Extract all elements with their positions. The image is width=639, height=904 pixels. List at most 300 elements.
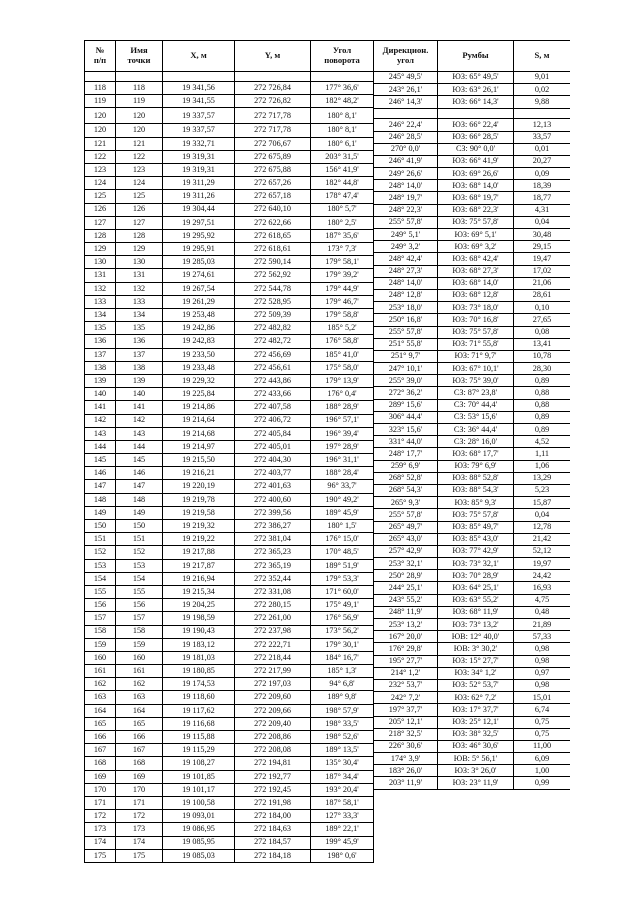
table-row — [374, 521, 571, 533]
cell-direction-angle: 289° 15,6' — [374, 399, 438, 411]
cell-bearing: ЮЗ: 68° 14,0' — [438, 277, 514, 289]
cell-y: 272 622,66 — [235, 216, 311, 229]
table-row — [85, 585, 374, 598]
cell-distance: 0,02 — [514, 84, 571, 96]
cell-distance: 29,15 — [514, 241, 571, 253]
cell-point-name: 161 — [116, 665, 163, 678]
cell-bearing: ЮЗ: 68° 14,0' — [438, 180, 514, 192]
cell-turn-angle: 179° 39,2' — [311, 269, 374, 282]
cell-num: 151 — [85, 533, 116, 546]
table-row — [374, 655, 571, 667]
cell-bearing: ЮЗ: 68° 22,3' — [438, 204, 514, 216]
cell-x: 19 242,83 — [163, 335, 235, 348]
table-row — [374, 84, 571, 96]
table-row — [85, 440, 374, 453]
cell-num: 170 — [85, 783, 116, 796]
table-row — [374, 716, 571, 728]
table-row — [374, 314, 571, 326]
cell-x: 19 332,71 — [163, 137, 235, 150]
cell-direction-angle: 248° 19,7' — [374, 192, 438, 204]
cell-y: 272 209,60 — [235, 691, 311, 704]
table-row — [85, 150, 374, 163]
cell-num: 162 — [85, 678, 116, 691]
cell-x: 19 220,19 — [163, 480, 235, 493]
cell-turn-angle: 176° 56,9' — [311, 612, 374, 625]
cell-bearing: ЮЗ: 69° 5,1' — [438, 229, 514, 241]
cell-turn-angle: 179° 13,9' — [311, 374, 374, 387]
cell-turn-angle: 187° 35,6' — [311, 229, 374, 242]
cell-direction-angle: 248° 11,9' — [374, 606, 438, 618]
cell-direction-angle: 243° 26,1' — [374, 84, 438, 96]
cell-turn-angle: 176° 15,0' — [311, 533, 374, 546]
cell-distance: 0,88 — [514, 387, 571, 399]
table-row — [85, 427, 374, 440]
cell-num: 139 — [85, 374, 116, 387]
table-row — [85, 467, 374, 480]
cell-distance: 0,98 — [514, 655, 571, 667]
cell-y: 272 365,19 — [235, 559, 311, 572]
cell-point-name: 125 — [116, 190, 163, 203]
cell-point-name: 135 — [116, 322, 163, 335]
cell-x: 19 337,57 — [163, 108, 235, 124]
blank-cell — [116, 72, 163, 82]
cell-y: 272 405,84 — [235, 427, 311, 440]
cell-y: 272 482,82 — [235, 322, 311, 335]
table-row — [374, 619, 571, 631]
cell-direction-angle: 218° 32,5' — [374, 728, 438, 740]
cell-point-name: 118 — [116, 82, 163, 95]
cell-x: 19 337,57 — [163, 124, 235, 137]
header-turn-angle: Угол поворота — [311, 41, 374, 72]
cell-num: 175 — [85, 849, 116, 862]
cell-direction-angle: 205° 12,1' — [374, 716, 438, 728]
cell-distance: 0,88 — [514, 399, 571, 411]
points-table-header — [85, 41, 374, 72]
cell-distance: 57,33 — [514, 631, 571, 643]
cell-num: 146 — [85, 467, 116, 480]
cell-bearing: СЗ: 53° 15,6' — [438, 411, 514, 423]
table-row — [374, 229, 571, 241]
cell-point-name: 141 — [116, 401, 163, 414]
cell-turn-angle: 189° 13,5' — [311, 744, 374, 757]
cell-turn-angle: 184° 16,7' — [311, 651, 374, 664]
cell-distance: 0,89 — [514, 375, 571, 387]
cell-turn-angle: 198° 57,9' — [311, 704, 374, 717]
table-row — [374, 253, 571, 265]
cell-point-name: 146 — [116, 467, 163, 480]
cell-num: 120 — [85, 124, 116, 137]
cell-x: 19 319,31 — [163, 150, 235, 163]
cell-bearing: ЮЗ: 75° 57,8' — [438, 326, 514, 338]
cell-point-name: 133 — [116, 295, 163, 308]
cell-y: 272 184,18 — [235, 849, 311, 862]
cell-direction-angle: 176° 29,8' — [374, 643, 438, 655]
cell-num: 118 — [85, 82, 116, 95]
cell-y: 272 675,88 — [235, 163, 311, 176]
table-row — [85, 836, 374, 849]
table-row — [374, 411, 571, 423]
cell-turn-angle: 187° 58,1' — [311, 796, 374, 809]
cell-point-name: 153 — [116, 559, 163, 572]
cell-bearing: ЮЗ: 63° 26,1' — [438, 84, 514, 96]
cell-direction-angle: 323° 15,6' — [374, 424, 438, 436]
cell-direction-angle: 272° 36,2' — [374, 387, 438, 399]
cell-direction-angle: 248° 27,3' — [374, 265, 438, 277]
table-row — [85, 282, 374, 295]
cell-turn-angle: 127° 33,3' — [311, 810, 374, 823]
cell-bearing: ЮВ: 5° 56,1' — [438, 753, 514, 765]
cell-x: 19 116,68 — [163, 717, 235, 730]
cell-y: 272 237,98 — [235, 625, 311, 638]
table-row — [85, 216, 374, 229]
cell-x: 19 274,61 — [163, 269, 235, 282]
cell-num: 153 — [85, 559, 116, 572]
cell-direction-angle: 242° 7,2' — [374, 692, 438, 704]
cell-num: 143 — [85, 427, 116, 440]
table-row — [374, 192, 571, 204]
cell-point-name: 175 — [116, 849, 163, 862]
cell-direction-angle: 246° 14,3' — [374, 96, 438, 108]
cell-num: 128 — [85, 229, 116, 242]
cell-distance: 24,42 — [514, 570, 571, 582]
cell-point-name: 122 — [116, 150, 163, 163]
table-row — [374, 350, 571, 362]
cell-direction-angle: 249° 26,6' — [374, 168, 438, 180]
cell-distance: 33,57 — [514, 131, 571, 143]
table-row — [85, 638, 374, 651]
cell-turn-angle: 196° 39,4' — [311, 427, 374, 440]
table-row — [85, 374, 374, 387]
cell-distance: 30,48 — [514, 229, 571, 241]
cell-y: 272 191,98 — [235, 796, 311, 809]
cell-num: 132 — [85, 282, 116, 295]
table-row — [85, 190, 374, 203]
cell-x: 19 214,68 — [163, 427, 235, 440]
cell-direction-angle: 249° 5,1' — [374, 229, 438, 241]
cell-x: 19 198,59 — [163, 612, 235, 625]
cell-x: 19 217,88 — [163, 546, 235, 559]
cell-point-name: 170 — [116, 783, 163, 796]
bearings-table — [373, 40, 570, 790]
cell-direction-angle: 265° 43,0' — [374, 533, 438, 545]
table-row — [85, 163, 374, 176]
cell-x: 19 253,48 — [163, 309, 235, 322]
bearings-table-body — [374, 108, 571, 789]
cell-num: 148 — [85, 493, 116, 506]
cell-bearing: ЮЗ: 66° 14,3' — [438, 96, 514, 108]
cell-turn-angle: 96° 33,7' — [311, 480, 374, 493]
table-row — [374, 168, 571, 180]
cell-point-name: 129 — [116, 243, 163, 256]
cell-point-name: 156 — [116, 599, 163, 612]
table-row — [85, 414, 374, 427]
cell-point-name: 149 — [116, 506, 163, 519]
cell-turn-angle: 196° 57,1' — [311, 414, 374, 427]
cell-direction-angle: 248° 42,4' — [374, 253, 438, 265]
cell-num: 137 — [85, 348, 116, 361]
cell-bearing: ЮЗ: 75° 57,8' — [438, 216, 514, 228]
cell-point-name: 147 — [116, 480, 163, 493]
cell-distance: 10,78 — [514, 350, 571, 362]
cell-direction-angle: 250° 16,8' — [374, 314, 438, 326]
cell-point-name: 123 — [116, 163, 163, 176]
spacer-cell — [438, 108, 514, 119]
cell-x: 19 219,78 — [163, 493, 235, 506]
table-row — [374, 558, 571, 570]
cell-num: 161 — [85, 665, 116, 678]
cell-y: 272 407,58 — [235, 401, 311, 414]
blank-cell — [311, 72, 374, 82]
cell-distance: 12,13 — [514, 119, 571, 131]
table-row — [85, 546, 374, 559]
cell-y: 272 590,14 — [235, 256, 311, 269]
table-row — [374, 692, 571, 704]
cell-num: 163 — [85, 691, 116, 704]
table-row — [374, 667, 571, 679]
cell-point-name: 158 — [116, 625, 163, 638]
cell-num: 135 — [85, 322, 116, 335]
cell-x: 19 101,17 — [163, 783, 235, 796]
cell-num: 165 — [85, 717, 116, 730]
cell-x: 19 229,32 — [163, 374, 235, 387]
cell-y: 272 217,99 — [235, 665, 311, 678]
cell-y: 272 184,00 — [235, 810, 311, 823]
cell-num: 173 — [85, 823, 116, 836]
cell-distance: 0,08 — [514, 326, 571, 338]
cell-x: 19 118,60 — [163, 691, 235, 704]
table-row — [374, 131, 571, 143]
cell-bearing: ЮЗ: 52° 53,7' — [438, 679, 514, 691]
cell-bearing: ЮЗ: 38° 32,5' — [438, 728, 514, 740]
cell-direction-angle: 265° 49,7' — [374, 521, 438, 533]
cell-turn-angle: 175° 49,1' — [311, 599, 374, 612]
cell-distance: 9,01 — [514, 72, 571, 84]
cell-x: 19 215,50 — [163, 454, 235, 467]
cell-point-name: 154 — [116, 572, 163, 585]
cell-point-name: 143 — [116, 427, 163, 440]
cell-x: 19 115,29 — [163, 744, 235, 757]
cell-point-name: 165 — [116, 717, 163, 730]
cell-turn-angle: 135° 30,4' — [311, 757, 374, 770]
cell-y: 272 209,40 — [235, 717, 311, 730]
cell-y: 272 726,82 — [235, 95, 311, 108]
table-row — [85, 335, 374, 348]
table-row — [374, 289, 571, 301]
cell-y: 272 618,61 — [235, 243, 311, 256]
table-row — [85, 625, 374, 638]
cell-y: 272 456,69 — [235, 348, 311, 361]
table-row — [374, 302, 571, 314]
cell-num: 164 — [85, 704, 116, 717]
cell-num: 160 — [85, 651, 116, 664]
header-y: Y, м — [235, 41, 311, 72]
cell-point-name: 127 — [116, 216, 163, 229]
table-row — [85, 348, 374, 361]
table-row — [374, 399, 571, 411]
cell-bearing: ЮЗ: 17° 37,7' — [438, 704, 514, 716]
cell-point-name: 168 — [116, 757, 163, 770]
cell-bearing: ЮЗ: 3° 26,0' — [438, 765, 514, 777]
cell-distance: 19,97 — [514, 558, 571, 570]
cell-x: 19 295,92 — [163, 229, 235, 242]
cell-distance: 0,10 — [514, 302, 571, 314]
cell-direction-angle: 244° 25,1' — [374, 582, 438, 594]
cell-point-name: 171 — [116, 796, 163, 809]
table-row — [374, 533, 571, 545]
cell-bearing: СЗ: 70° 44,4' — [438, 399, 514, 411]
cell-num: 172 — [85, 810, 116, 823]
cell-distance: 28,61 — [514, 289, 571, 301]
cell-y: 272 706,67 — [235, 137, 311, 150]
cell-point-name: 155 — [116, 585, 163, 598]
cell-bearing: ЮЗ: 66° 28,5' — [438, 131, 514, 143]
table-row — [374, 484, 571, 496]
cell-y: 272 208,08 — [235, 744, 311, 757]
cell-x: 19 108,27 — [163, 757, 235, 770]
cell-point-name: 134 — [116, 309, 163, 322]
cell-x: 19 115,88 — [163, 731, 235, 744]
cell-bearing: ЮЗ: 85° 43,0' — [438, 533, 514, 545]
cell-distance: 15,87 — [514, 497, 571, 509]
table-row — [85, 361, 374, 374]
cell-bearing: СЗ: 87° 23,8' — [438, 387, 514, 399]
cell-num: 166 — [85, 731, 116, 744]
cell-x: 19 267,54 — [163, 282, 235, 295]
cell-bearing: ЮЗ: 67° 10,1' — [438, 363, 514, 375]
cell-direction-angle: 197° 37,7' — [374, 704, 438, 716]
table-row — [374, 119, 571, 131]
cell-bearing: ЮЗ: 75° 57,8' — [438, 509, 514, 521]
bearings-table-header — [374, 41, 571, 72]
table-row — [85, 717, 374, 730]
cell-x: 19 181,03 — [163, 651, 235, 664]
cell-turn-angle: 180° 6,1' — [311, 137, 374, 150]
cell-point-name: 136 — [116, 335, 163, 348]
cell-x: 19 085,03 — [163, 849, 235, 862]
cell-num: 124 — [85, 177, 116, 190]
table-row — [374, 594, 571, 606]
cell-turn-angle: 187° 34,4' — [311, 770, 374, 783]
cell-turn-angle: 182° 44,8' — [311, 177, 374, 190]
table-row — [85, 559, 374, 572]
cell-num: 144 — [85, 440, 116, 453]
cell-bearing: ЮЗ: 69° 26,6' — [438, 168, 514, 180]
cell-distance: 6,74 — [514, 704, 571, 716]
cell-distance: 28,30 — [514, 363, 571, 375]
table-row — [85, 506, 374, 519]
cell-bearing: ЮЗ: 65° 49,5' — [438, 72, 514, 84]
cell-turn-angle: 177° 36,6' — [311, 82, 374, 95]
cell-point-name: 162 — [116, 678, 163, 691]
cell-point-name: 142 — [116, 414, 163, 427]
cell-y: 272 280,15 — [235, 599, 311, 612]
table-row — [374, 606, 571, 618]
cell-bearing: ЮЗ: 71° 9,7' — [438, 350, 514, 362]
cell-y: 272 209,66 — [235, 704, 311, 717]
cell-direction-angle: 257° 42,9' — [374, 545, 438, 557]
cell-distance: 19,47 — [514, 253, 571, 265]
cell-num: 169 — [85, 770, 116, 783]
table-row — [85, 533, 374, 546]
cell-direction-angle: 255° 39,0' — [374, 375, 438, 387]
table-row — [374, 180, 571, 192]
table-row — [374, 753, 571, 765]
cell-distance: 21,42 — [514, 533, 571, 545]
cell-point-name: 150 — [116, 520, 163, 533]
cell-num: 154 — [85, 572, 116, 585]
cell-distance: 5,23 — [514, 484, 571, 496]
cell-distance: 0,98 — [514, 679, 571, 691]
table-row — [85, 678, 374, 691]
cell-num: 126 — [85, 203, 116, 216]
cell-turn-angle: 179° 53,3' — [311, 572, 374, 585]
header-distance: S, м — [514, 41, 571, 72]
table-row — [85, 796, 374, 809]
cell-num: 156 — [85, 599, 116, 612]
cell-turn-angle: 185° 5,2' — [311, 322, 374, 335]
cell-bearing: ЮЗ: 66° 41,9' — [438, 155, 514, 167]
table-row — [85, 124, 374, 137]
cell-distance: 11,00 — [514, 740, 571, 752]
table-row — [374, 143, 571, 155]
cell-x: 19 219,22 — [163, 533, 235, 546]
cell-num: 159 — [85, 638, 116, 651]
table-row — [374, 631, 571, 643]
cell-distance: 13,41 — [514, 338, 571, 350]
cell-distance: 13,29 — [514, 472, 571, 484]
table-row — [374, 777, 571, 789]
table-row — [85, 295, 374, 308]
blank-cell — [235, 72, 311, 82]
cell-bearing: ЮЗ: 66° 22,4' — [438, 119, 514, 131]
cell-num: 167 — [85, 744, 116, 757]
cell-point-name: 152 — [116, 546, 163, 559]
cell-x: 19 217,87 — [163, 559, 235, 572]
cell-distance: 0,89 — [514, 411, 571, 423]
cell-turn-angle: 203° 31,5' — [311, 150, 374, 163]
table-row — [85, 177, 374, 190]
cell-num: 136 — [85, 335, 116, 348]
cell-bearing: ЮЗ: 62° 7,2' — [438, 692, 514, 704]
cell-num: 138 — [85, 361, 116, 374]
cell-distance: 0,04 — [514, 216, 571, 228]
header-direction-angle: Дирекцион. угол — [374, 41, 438, 72]
cell-y: 272 401,63 — [235, 480, 311, 493]
cell-turn-angle: 180° 5,7' — [311, 203, 374, 216]
table-row — [85, 322, 374, 335]
cell-point-name: 169 — [116, 770, 163, 783]
table-row — [374, 704, 571, 716]
cell-bearing: ЮВ: 12° 40,0' — [438, 631, 514, 643]
cell-num: 157 — [85, 612, 116, 625]
cell-point-name: 173 — [116, 823, 163, 836]
table-row — [85, 309, 374, 322]
cell-num: 140 — [85, 388, 116, 401]
cell-turn-angle: 180° 8,1' — [311, 124, 374, 137]
cell-turn-angle: 199° 45,9' — [311, 836, 374, 849]
table-row — [85, 256, 374, 269]
cell-turn-angle: 179° 46,7' — [311, 295, 374, 308]
cell-num: 145 — [85, 454, 116, 467]
table-row — [374, 204, 571, 216]
cell-distance: 18,77 — [514, 192, 571, 204]
cell-bearing: ЮЗ: 68° 11,9' — [438, 606, 514, 618]
cell-distance: 1,06 — [514, 460, 571, 472]
cell-x: 19 204,25 — [163, 599, 235, 612]
table-row — [374, 765, 571, 777]
table-row — [374, 582, 571, 594]
table-row — [85, 691, 374, 704]
